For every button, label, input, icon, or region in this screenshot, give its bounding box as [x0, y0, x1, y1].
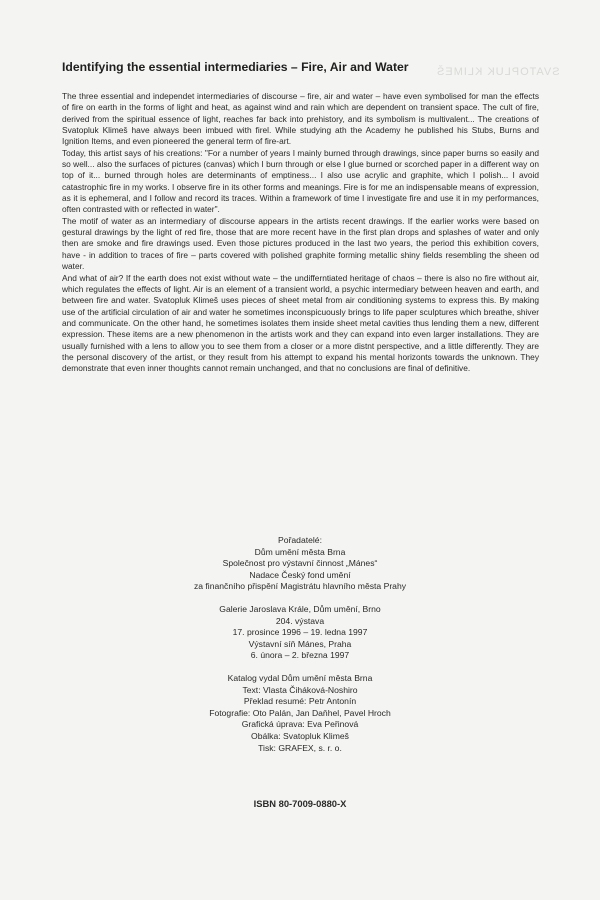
- dates: 6. února – 2. března 1997: [250, 650, 350, 661]
- credit-line: Fotografie: Oto Palán, Jan Daňhel, Pavel Hroch: [209, 707, 391, 718]
- page-title: Identifying the essential intermediaries – Fire, Air and Water: [62, 60, 409, 74]
- organizer: Nadace Český fond umění: [249, 569, 351, 580]
- venue: Galerie Jaroslava Krále, Dům umění, Brno: [219, 603, 381, 614]
- credit-line: Překlad resumé: Petr Antonín: [243, 696, 357, 707]
- credit-line: Text: Vlasta Čiháková-Noshiro: [242, 684, 358, 695]
- essay-body: [62, 91, 539, 375]
- colophon: [130, 535, 470, 754]
- paragraph: And what of air? If the earth does not exist without wate – the undifferntiated heritage of chaos – there is also no fire without air, which regulates the effects of light. Air is an element of a transient world, a psychic intermediary between heaven and earth, and between fire and water. Svatopluk Klimeš uses pieces of sheet metal from air conditioning systems to express this. By making use of the artificial circulation of air and water he sometimes inconspicuously brings to life paper sculptures which breathe, shiver and communicate. On the other hand, he sometimes isolates them inside sheet metal cavities thus lending them a new, different expression. These items are a new phenomenon in the artists work and they can expand into even larger installations. They are usually furnished with a lens to allow you to see them from a closer or a more distnt perspective, and a little differently. They are the personal discovery of the artist, or they result from his attempt to expand his mental horizonts towards the unknown. They demonstrate that even inner thoughts cannot remain unchanged, and that no conclusions are final of definitive.: [62, 272, 539, 374]
- spacer: [130, 662, 470, 673]
- organizer: Dům umění města Brna: [254, 546, 346, 557]
- spacer: [130, 593, 470, 604]
- organizers-label: Pořadatelé:: [278, 535, 322, 545]
- venue: Výstavní síň Mánes, Praha: [248, 638, 352, 649]
- dates: 17. prosince 1996 – 19. ledna 1997: [232, 627, 368, 638]
- credit-line: Obálka: Svatopluk Klimeš: [251, 730, 349, 741]
- isbn: ISBN 80-7009-0880-X: [253, 798, 347, 809]
- exhibition-number: 204. výstava: [275, 615, 325, 626]
- funding-note: za finančního přispění Magistrátu hlavního města Prahy: [193, 581, 407, 592]
- credit-line: Grafická úprava: Eva Peřinová: [241, 719, 359, 730]
- paragraph: The three essential and independet intermediaries of discourse – fire, air and water – have even symbolised for man the effects of fire on earth in the forms of light and heat, as against wind and rain which are dependent on transient space. The cult of fire, derived from the spiritual essence of light, reaches far back into prehistory, and its symbolism is multivalent... The creations of Svatopluk Klimeš have always been imbued with firel. While studying ath the Academy he published his Stubs, Burns and Ignition Items, and even pioneered the general term of fire-art.: [62, 91, 539, 147]
- paragraph: The motif of water as an intermediary of discourse appears in the artists recent drawings. If the earlier works were based on gestural drawings by the light of red fire, those that are more recent have in the first plan drops and splashes of water and only then are smoke and fire drawings used. Even those pictures produced in the last two years, the period this exhibition covers, have - in addition to traces of fire – parts covered with polished graphite forming metallic shiny fields resembling the sheen od water.: [62, 215, 539, 272]
- publisher: Katalog vydal Dům umění města Brna: [227, 672, 373, 683]
- paragraph: Today, this artist says of his creations: "For a number of years I mainly burned through drawings, since paper burns so easily and so well... also the surfaces of pictures (canvas) which I burn through or else I glue burned or scorched paper in a different way on top of it... burned through holes are determinants of emptiness... I also use acrylic and graphite, which I polish... I avoid catastrophic fire in my works. I observe fire in its other forms and meanings. Fire is for me an indispensable means of expression, as it is ephemeral, and I follow and record its traces. Within a framework of time I investigate fire and use it in my performances, often contrasted with or reflected in water".: [62, 147, 539, 215]
- bleed-through-text: SVATOPLUK KLIMEŠ: [436, 66, 560, 78]
- organizer: Společnost pro výstavní činnost „Mánes“: [222, 558, 378, 569]
- credit-line: Tisk: GRAFEX, s. r. o.: [258, 742, 342, 753]
